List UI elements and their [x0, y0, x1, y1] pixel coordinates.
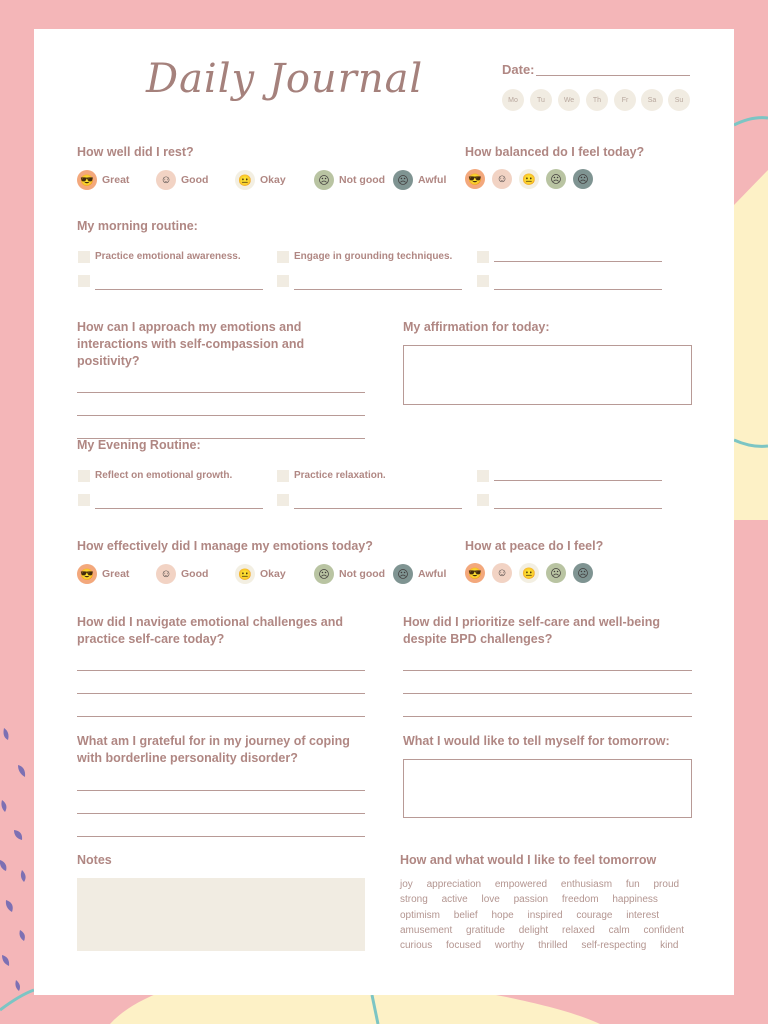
evening-blank-4[interactable] [95, 508, 263, 509]
mood-label-great: Great [102, 568, 130, 580]
grateful-line-3[interactable] [77, 836, 365, 837]
peace-question: How at peace do I feel? [465, 539, 604, 553]
neutral-face-icon[interactable]: 😐 [519, 563, 539, 583]
feeling-word[interactable]: empowered [494, 879, 548, 890]
feeling-row [400, 877, 705, 892]
feeling-word[interactable]: passion [513, 894, 549, 906]
sunglasses-face-icon[interactable]: 😎 [465, 563, 485, 583]
evening-routine-heading: My Evening Routine: [77, 438, 201, 452]
evening-blank-3[interactable] [494, 480, 662, 481]
feeling-word[interactable]: thrilled [538, 940, 568, 952]
grateful-line-1[interactable] [77, 790, 365, 791]
mood-label-not-good: Not good [339, 568, 386, 580]
navigate-line-3[interactable] [77, 716, 365, 717]
feeling-word[interactable]: freedom [561, 894, 599, 906]
feeling-row [400, 923, 705, 938]
feeling-word-list [400, 877, 705, 953]
tomorrow-message-box[interactable] [403, 759, 692, 818]
date-field[interactable] [536, 75, 690, 76]
feeling-word[interactable]: joy [400, 879, 413, 890]
sunglasses-face-icon[interactable]: 😎 [77, 564, 97, 584]
feeling-word[interactable]: amusement [400, 924, 453, 936]
neutral-face-icon[interactable]: 😐 [235, 564, 255, 584]
day-tu[interactable]: Tu [530, 89, 552, 111]
feeling-row [400, 938, 705, 953]
morning-checkbox-6[interactable] [477, 275, 489, 287]
sad-face-icon[interactable]: ☹ [393, 170, 413, 190]
rest-question: How well did I rest? [77, 145, 194, 159]
feeling-word[interactable]: gratitude [466, 924, 505, 936]
morning-routine-heading: My morning routine: [77, 219, 198, 233]
sunglasses-face-icon[interactable]: 😎 [465, 169, 485, 189]
evening-blank-5[interactable] [294, 508, 462, 509]
navigate-question: How did I navigate emotional challenges and practice self-care today? [77, 615, 344, 646]
feeling-word[interactable]: delight [518, 924, 549, 936]
grateful-line-2[interactable] [77, 813, 365, 814]
affirmation-box[interactable] [403, 345, 692, 405]
feeling-word[interactable]: worthy [494, 940, 525, 952]
mood-label-good: Good [181, 174, 209, 186]
feeling-word[interactable]: strong [400, 894, 428, 906]
evening-item-1: Reflect on emotional growth. [95, 470, 233, 481]
feeling-word[interactable]: relaxed [561, 924, 595, 936]
feeling-word[interactable]: calm [608, 924, 630, 936]
day-sa[interactable]: Sa [641, 89, 663, 111]
morning-blank-4[interactable] [95, 289, 263, 290]
mood-label-awful: Awful [418, 174, 447, 186]
morning-checkbox-4[interactable] [78, 275, 90, 287]
grateful-question: What am I grateful for in my journey of coping with borderline personality disorder? [77, 734, 350, 765]
evening-checkbox-5[interactable] [277, 494, 289, 506]
notes-box[interactable] [77, 878, 365, 951]
day-th[interactable]: Th [586, 89, 608, 111]
notes-label: Notes [77, 853, 112, 867]
morning-blank-5[interactable] [294, 289, 462, 290]
evening-checkbox-3[interactable] [477, 470, 489, 482]
feeling-word[interactable]: belief [453, 909, 478, 921]
approach-line-2[interactable] [77, 415, 365, 416]
evening-checkbox-2[interactable] [277, 470, 289, 482]
mood-label-not-good: Not good [339, 174, 386, 186]
manage-question: How effectively did I manage my emotions today? [77, 539, 373, 553]
affirmation-label: My affirmation for today: [403, 320, 550, 334]
morning-item-2: Engage in grounding techniques. [294, 251, 453, 262]
sad-face-icon[interactable]: ☹ [393, 564, 413, 584]
prioritize-line-3[interactable] [403, 716, 692, 717]
feeling-word[interactable]: love [481, 894, 500, 906]
smile-face-icon[interactable]: ☺ [492, 563, 512, 583]
feeling-word[interactable]: happiness [612, 894, 658, 906]
sad-face-icon[interactable]: ☹ [573, 563, 593, 583]
navigate-line-1[interactable] [77, 670, 365, 671]
evening-checkbox-6[interactable] [477, 494, 489, 506]
prioritize-line-1[interactable] [403, 670, 692, 671]
feeling-word[interactable]: interest [626, 909, 660, 921]
frown-face-icon[interactable]: ☹ [314, 564, 334, 584]
mood-label-awful: Awful [418, 568, 447, 580]
morning-item-1: Practice emotional awareness. [95, 251, 241, 262]
feeling-word[interactable]: focused [446, 940, 482, 952]
morning-blank-3[interactable] [494, 261, 662, 262]
feeling-word[interactable]: inspired [527, 909, 563, 921]
date-label: Date: [502, 62, 535, 77]
mood-label-okay: Okay [260, 174, 286, 186]
evening-checkbox-4[interactable] [78, 494, 90, 506]
morning-checkbox-2[interactable] [277, 251, 289, 263]
mood-label-okay: Okay [260, 568, 286, 580]
frown-face-icon[interactable]: ☹ [546, 169, 566, 189]
day-we[interactable]: We [558, 89, 580, 111]
feeling-word[interactable]: enthusiasm [560, 879, 613, 890]
morning-checkbox-1[interactable] [78, 251, 90, 263]
morning-checkbox-3[interactable] [477, 251, 489, 263]
feeling-word[interactable]: confident [643, 924, 685, 936]
day-mo[interactable]: Mo [502, 89, 524, 111]
feeling-word[interactable]: appreciation [426, 879, 482, 890]
evening-checkbox-1[interactable] [78, 470, 90, 482]
feeling-word[interactable]: courage [576, 909, 613, 921]
smile-face-icon[interactable]: ☺ [492, 169, 512, 189]
feeling-row [400, 892, 705, 907]
neutral-face-icon[interactable]: 😐 [519, 169, 539, 189]
smile-face-icon[interactable]: ☺ [156, 564, 176, 584]
morning-checkbox-5[interactable] [277, 275, 289, 287]
evening-blank-6[interactable] [494, 508, 662, 509]
feeling-word[interactable]: active [441, 894, 468, 906]
tomorrow-message-label: What I would like to tell myself for tomorrow: [403, 734, 670, 748]
balanced-question: How balanced do I feel today? [465, 145, 645, 159]
prioritize-question: How did I prioritize self-care and well-being despite BPD challenges? [403, 615, 660, 646]
sunglasses-face-icon[interactable]: 😎 [77, 170, 97, 190]
day-fr[interactable]: Fr [614, 89, 636, 111]
feeling-word[interactable]: fun [625, 879, 640, 890]
morning-blank-6[interactable] [494, 289, 662, 290]
feeling-word[interactable]: self-respecting [581, 940, 647, 952]
mood-label-great: Great [102, 174, 130, 186]
frown-face-icon[interactable]: ☹ [546, 563, 566, 583]
neutral-face-icon[interactable]: 😐 [235, 170, 255, 190]
feeling-word[interactable]: hope [491, 909, 514, 921]
prioritize-line-2[interactable] [403, 693, 692, 694]
feel-tomorrow-label: How and what would I like to feel tomorrow [400, 853, 657, 867]
approach-question: How can I approach my emotions and interactions with self-compassion and positivity? [77, 320, 305, 368]
approach-line-1[interactable] [77, 392, 365, 393]
frown-face-icon[interactable]: ☹ [314, 170, 334, 190]
sad-face-icon[interactable]: ☹ [573, 169, 593, 189]
feeling-word[interactable]: curious [400, 940, 433, 952]
feeling-word[interactable]: kind [660, 940, 679, 952]
navigate-line-2[interactable] [77, 693, 365, 694]
day-su[interactable]: Su [668, 89, 690, 111]
feeling-word[interactable]: optimism [400, 909, 441, 921]
mood-label-good: Good [181, 568, 209, 580]
feeling-word[interactable]: proud [653, 879, 680, 890]
smile-face-icon[interactable]: ☺ [156, 170, 176, 190]
evening-item-2: Practice relaxation. [294, 470, 386, 481]
page-title: Daily Journal [146, 56, 424, 102]
feeling-row [400, 908, 705, 923]
